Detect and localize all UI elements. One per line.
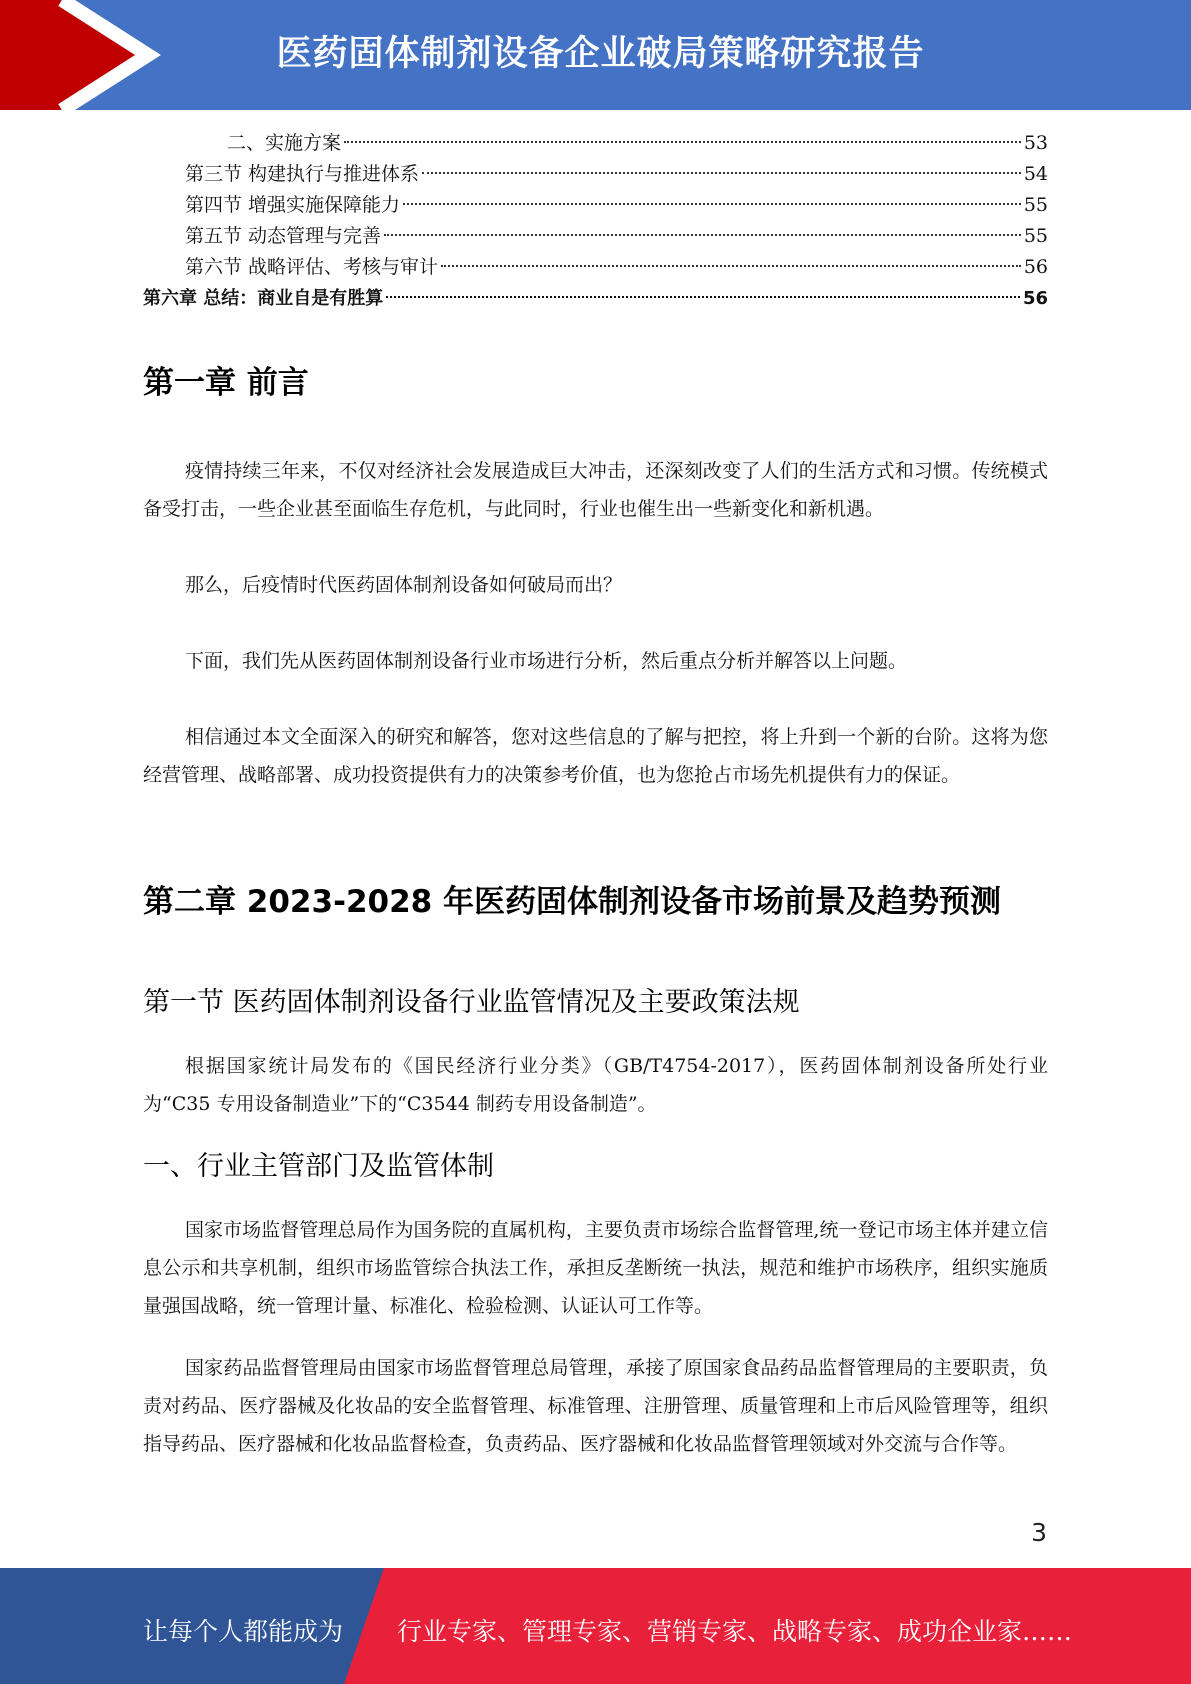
paragraph: 根据国家统计局发布的《国民经济行业分类》（GB/T4754-2017），医药固体制剂设备所处行业为“C35 专用设备制造业”下的“C3544 制药专用设备制造”。	[143, 1055, 1048, 1115]
paragraph: 国家药品监督管理局由国家市场监督管理总局管理，承接了原国家食品药品监督管理局的主要职责，负责对药品、医疗器械及化妆品的安全监督管理、标准管理、注册管理、质量管理和上市后风险管理等，组织指导药品、医疗器械和化妆品监督检查，负责药品、医疗器械和化妆品监督管理领域对外交流与合作等。	[143, 1357, 1048, 1455]
toc-entry-page: 54	[1023, 163, 1048, 185]
toc-entry-page: 56	[1023, 256, 1048, 278]
toc-entry[interactable]	[143, 221, 1048, 252]
toc-leader-dots	[384, 234, 1021, 236]
section-heading: 第一节 医药固体制剂设备行业监管情况及主要政策法规	[143, 987, 800, 1018]
toc-entry-label: 第三节 构建执行与推进体系	[185, 163, 420, 185]
paragraph: 国家市场监督管理总局作为国务院的直属机构，主要负责市场综合监督管理,统一登记市场主体并建立信息公示和共享机制，组织市场监管综合执法工作，承担反垄断统一执法，规范和维护市场秩序，组织实施质量强国战略，统一管理计量、标准化、检验检测、认证认可工作等。	[143, 1219, 1048, 1317]
toc-entry-label: 第六节 战略评估、考核与审计	[185, 256, 439, 278]
toc-entry-page: 55	[1023, 194, 1048, 216]
paragraph: 疫情持续三年来，不仅对经济社会发展造成巨大冲击，还深刻改变了人们的生活方式和习惯。传统模式备受打击，一些企业甚至面临生存危机，与此同时，行业也催生出一些新变化和新机遇。	[143, 460, 1048, 520]
toc-leader-dots	[422, 172, 1021, 174]
toc-entry-chapter[interactable]	[143, 283, 1048, 314]
toc-entry-label: 二、实施方案	[227, 132, 342, 154]
footer-slogan-right: 行业专家、管理专家、营销专家、战略专家、成功企业家……	[397, 1617, 1073, 1646]
toc-entry-page: 53	[1023, 132, 1048, 154]
toc-leader-dots	[441, 265, 1021, 267]
header-title: 医药固体制剂设备企业破局策略研究报告	[276, 34, 925, 74]
footer-slogan-left: 让每个人都能成为	[143, 1617, 344, 1646]
toc-leader-dots	[386, 296, 1020, 298]
table-of-contents	[143, 128, 1048, 314]
toc-entry-page: 55	[1023, 225, 1048, 247]
toc-entry[interactable]	[143, 190, 1048, 221]
toc-entry[interactable]	[143, 159, 1048, 190]
toc-entry-label: 第五节 动态管理与完善	[185, 225, 382, 247]
toc-entry-page: 56	[1022, 288, 1048, 309]
toc-entry-label: 第六章 总结：商业自是有胜算	[143, 288, 384, 309]
paragraph: 相信通过本文全面深入的研究和解答，您对这些信息的了解与把控，将上升到一个新的台阶。这将为您经营管理、战略部署、成功投资提供有力的决策参考价值，也为您抢占市场先机提供有力的保证。	[143, 726, 1048, 786]
header-banner	[0, 0, 1191, 110]
chapter-1-heading: 第一章 前言	[143, 365, 309, 401]
toc-entry-label: 第四节 增强实施保障能力	[185, 194, 401, 216]
page-number: 3	[1031, 1518, 1047, 1547]
footer-banner	[0, 1568, 1191, 1684]
subsection-heading: 一、行业主管部门及监管体制	[143, 1151, 494, 1182]
chapter-2-heading: 第二章 2023-2028 年医药固体制剂设备市场前景及趋势预测	[143, 884, 1002, 920]
paragraph: 下面，我们先从医药固体制剂设备行业市场进行分析，然后重点分析并解答以上问题。	[185, 650, 908, 672]
paragraph: 那么，后疫情时代医药固体制剂设备如何破局而出？	[185, 574, 623, 596]
toc-entry[interactable]	[143, 128, 1048, 159]
toc-leader-dots	[403, 203, 1021, 205]
toc-leader-dots	[344, 141, 1021, 143]
toc-entry[interactable]	[143, 252, 1048, 283]
